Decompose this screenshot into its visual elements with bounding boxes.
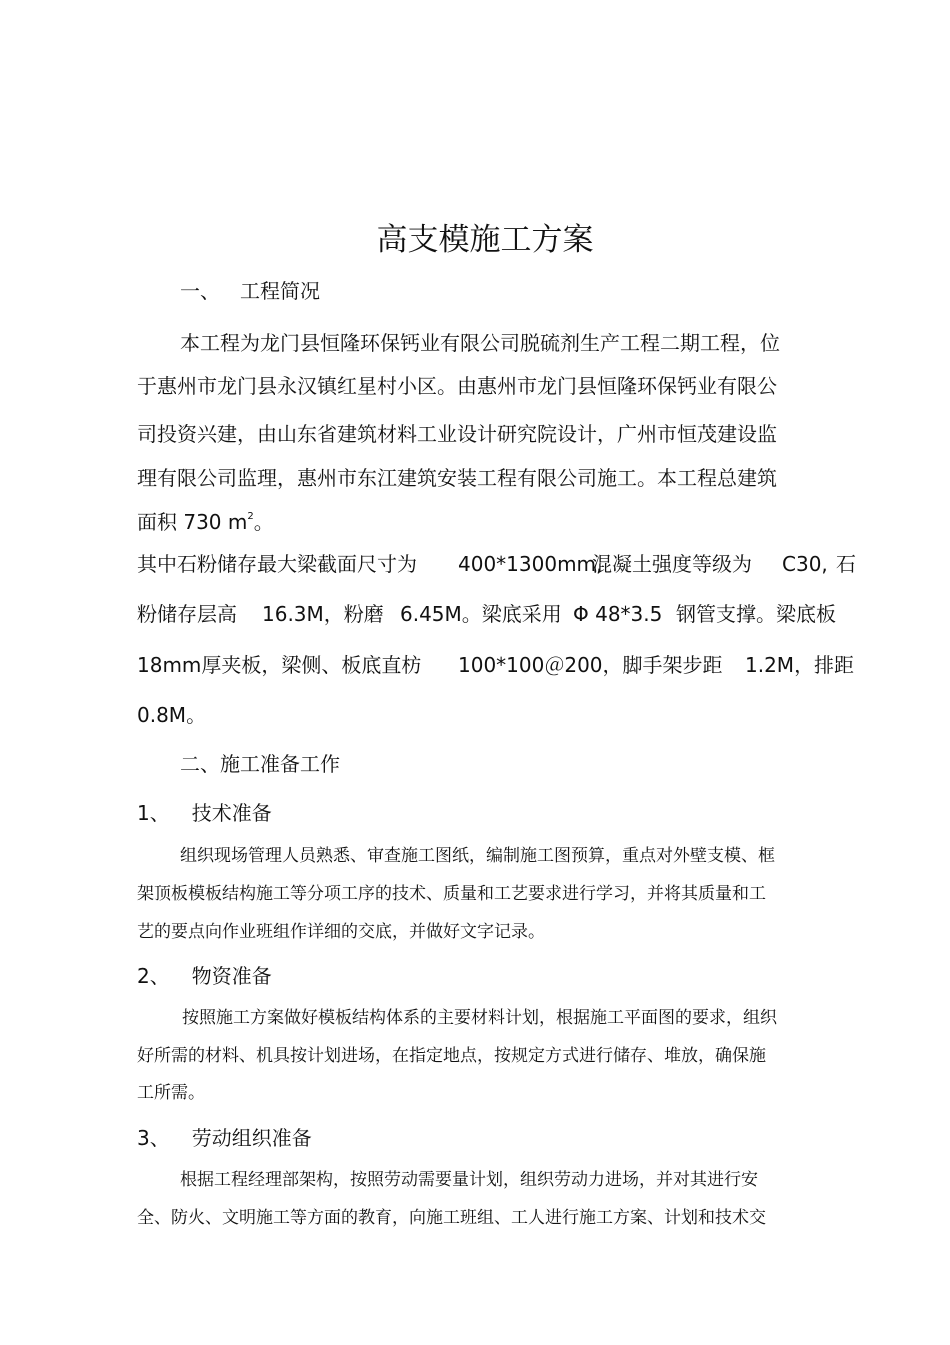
concrete-grade-value: C30, <box>782 552 828 576</box>
beam-concrete-label: 混凝土强度等级为 <box>592 552 752 576</box>
beam-spec-line-1: 其中石粉储存最大梁截面尺寸为 <box>137 552 417 576</box>
section-1-number: 一、 <box>180 279 220 303</box>
document-title: 高支模施工方案 <box>376 222 594 258</box>
section-1-label: 工程简况 <box>240 279 320 303</box>
material-line-2: 好所需的材料、机具按计划进场，在指定地点，按规定方式进行储存、堆放，确保施 <box>137 1046 766 1066</box>
tech-line-2: 架顶板模板结构施工等分项工序的技术、质量和工艺要求进行学习，并将其质量和工 <box>137 884 766 904</box>
labor-line-1: 根据工程经理部架构，按照劳动需要量计划，组织劳动力进场，并对其进行安 <box>180 1170 758 1190</box>
overview-area: 面积 730 $m^2$。 <box>137 510 274 534</box>
mill-height-value: 6.45M。梁底采用 <box>400 602 562 626</box>
tech-line-3: 艺的要点向作业班组作详细的交底，并做好文字记录。 <box>137 922 545 942</box>
labor-line-2: 全、防火、文明施工等方面的教育，向施工班组、工人进行施工方案、计划和技术交 <box>137 1208 766 1228</box>
section-2-heading: 二、施工准备工作 <box>180 752 340 776</box>
step-distance-value: 1.2M，排距 <box>745 653 855 677</box>
beam-size-value: 400*1300mm, <box>458 552 603 576</box>
overview-line-3: 司投资兴建，由山东省建筑材料工业设计研究院设计，广州市恒茂建设监 <box>137 422 777 446</box>
subsection-2-heading: 2、 物资准备 <box>137 964 272 988</box>
storey-height-value: 16.3M，粉磨 <box>262 602 384 626</box>
material-line-1: 按照施工方案做好模板结构体系的主要材料计划，根据施工平面图的要求，组织 <box>182 1008 777 1028</box>
steel-pipe-spec: Φ 48*3.5 <box>573 602 663 626</box>
beam-spec-line-3: 18mm厚夹板，梁侧、板底直枋 <box>137 653 422 677</box>
beam-line-1-tail: 石 <box>836 552 856 576</box>
timber-spacing-value: 100*100＠200，脚手架步距 <box>458 653 723 677</box>
overview-line-1: 本工程为龙门县恒隆环保钙业有限公司脱硫剂生产工程二期工程，位 <box>180 331 780 355</box>
overview-line-4: 理有限公司监理，惠州市东江建筑安装工程有限公司施工。本工程总建筑 <box>137 466 777 490</box>
beam-line-2-tail: 钢管支撑。梁底板 <box>676 602 836 626</box>
beam-spec-line-2: 粉储存层高 <box>137 602 237 626</box>
beam-spec-line-4: 0.8M。 <box>137 703 207 727</box>
overview-line-2: 于惠州市龙门县永汉镇红星村小区。由惠州市龙门县恒隆环保钙业有限公 <box>137 374 777 398</box>
tech-line-1: 组织现场管理人员熟悉、审查施工图纸，编制施工图预算，重点对外壁支模、框 <box>180 846 775 866</box>
subsection-1-heading: 1、 技术准备 <box>137 801 272 825</box>
section-1-heading <box>180 281 320 301</box>
subsection-3-heading: 3、 劳动组织准备 <box>137 1126 312 1150</box>
material-line-3: 工所需。 <box>137 1083 205 1103</box>
